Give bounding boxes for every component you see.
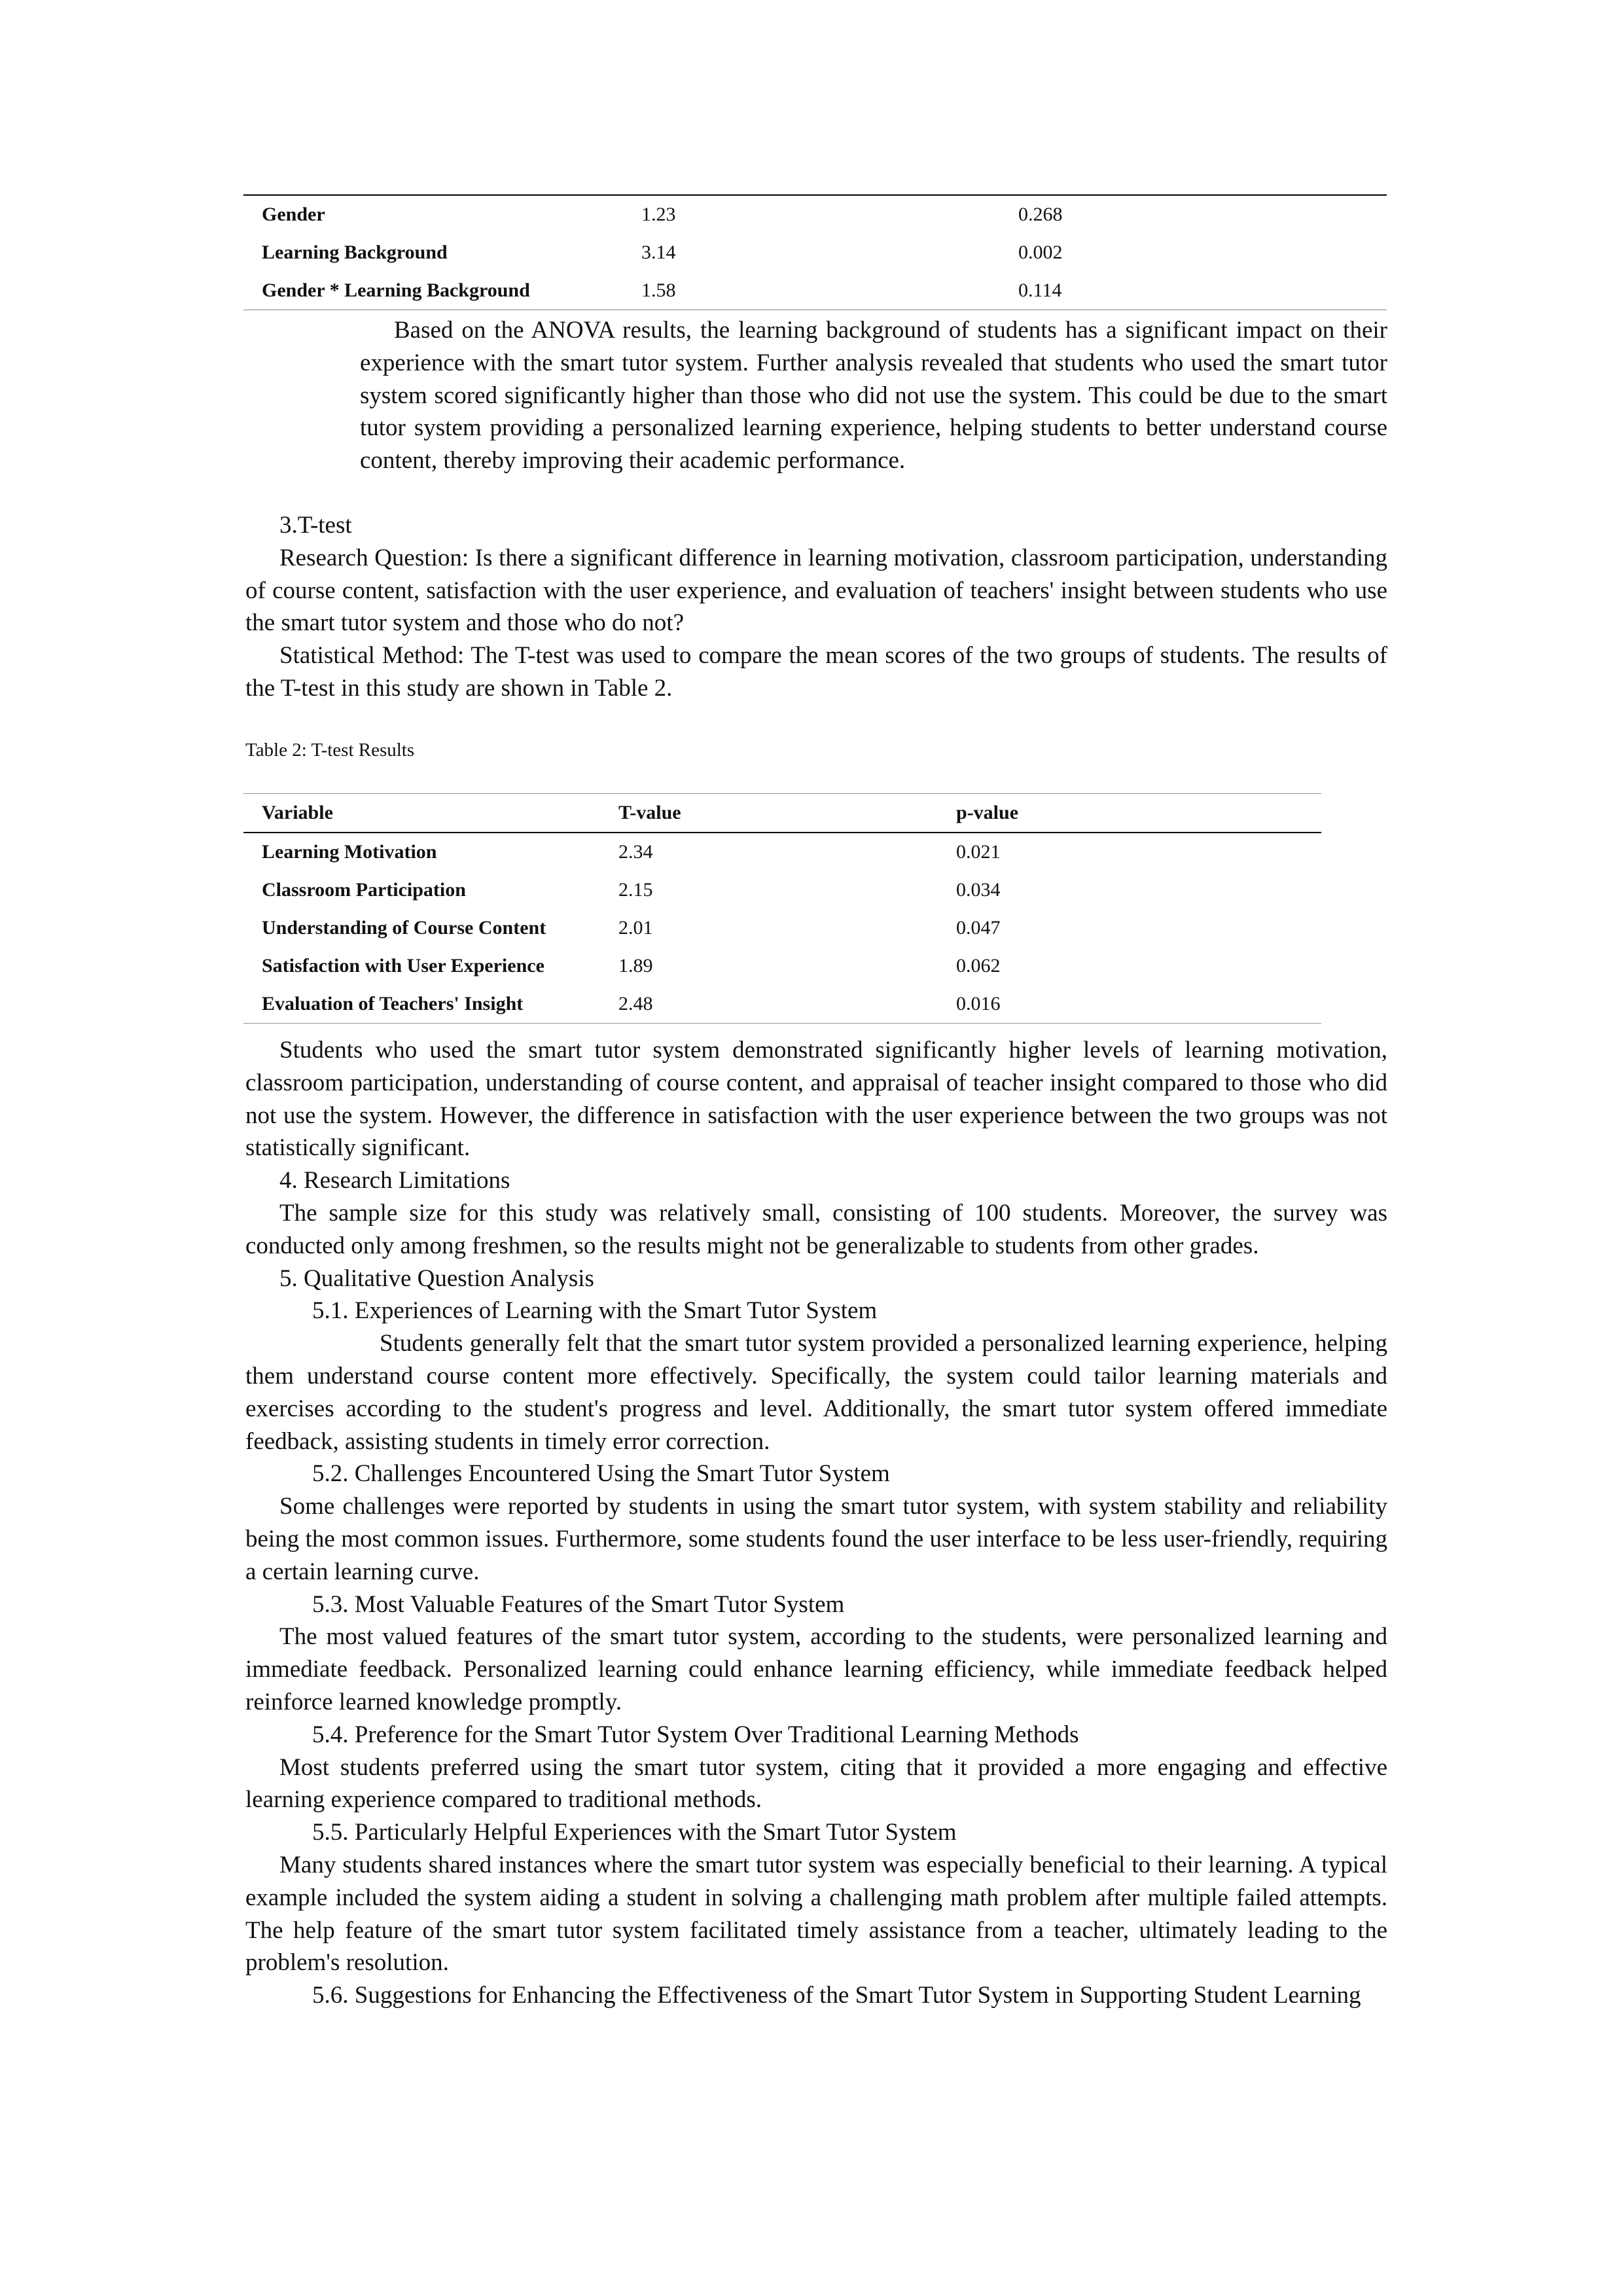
section-heading: 5. Qualitative Question Analysis <box>279 1265 594 1292</box>
table-cell: Gender <box>262 204 325 225</box>
table-cell: 0.114 <box>1018 279 1062 301</box>
table-cell: Learning Background <box>262 242 448 263</box>
ttest-paragraph: Students who used the smart tutor system demonstrated significantly higher levels of learning motivation, classroom participation, understanding of course content, and appraisal of teacher insight compared to those who did not use the system. However, the difference in satisfaction with the user experience between the two groups was not statistically significant. <box>245 1037 1387 1162</box>
research-question: Research Question: Is there a significant difference in learning motivation, classroom participation, understanding of course content, satisfaction with the user experience, and evaluation of teachers' insight between students who use the smart tutor system and those who do not? <box>245 544 1387 637</box>
table-cell: Satisfaction with User Experience <box>262 955 544 977</box>
column-header: Variable <box>262 802 333 823</box>
table-cell: 0.021 <box>956 841 1001 863</box>
table-cell: Gender * Learning Background <box>262 279 530 301</box>
table-cell: Classroom Participation <box>262 879 466 901</box>
table-cell: Learning Motivation <box>262 841 437 863</box>
table-cell: 0.268 <box>1018 204 1063 225</box>
subsection-text: Students generally felt that the smart tutor system provided a personalized learning experience, helping them understand course content more effectively. Specifically, the system could tailor learning materials and exercises according to the student's progress and level. Additionally, the smart tutor system offered immediate feedback, assisting students in timely error correction. <box>245 1330 1387 1455</box>
table-header-row <box>243 794 1321 833</box>
column-header: p-value <box>956 802 1019 823</box>
table-caption: Table 2: T-test Results <box>245 740 415 761</box>
anova-table <box>243 194 1387 310</box>
table-cell: 0.034 <box>956 879 1001 901</box>
table-cell: 0.002 <box>1018 242 1063 263</box>
subsection-text: Most students preferred using the smart tutor system, citing that it provided a more engaging and effective learning experience compared to traditional methods. <box>245 1753 1387 1814</box>
subsection-heading: 5.6. Suggestions for Enhancing the Effectiveness of the Smart Tutor System in Supporting Student Learning <box>312 1982 1361 2009</box>
statistical-method: Statistical Method: The T-test was used to compare the mean scores of the two groups of students. The results of the T-test in this study are shown in Table 2. <box>245 642 1387 702</box>
section-3 <box>245 509 1387 705</box>
subsection-heading: 5.3. Most Valuable Features of the Smart Tutor System <box>312 1590 845 1618</box>
subsection-heading: 5.2. Challenges Encountered Using the Smart Tutor System <box>312 1460 890 1488</box>
anova-paragraph-text: Based on the ANOVA results, the learning background of students has a significant impact on their experience with the smart tutor system. Further analysis revealed that students who used the smart tutor system scored significantly higher than those who did not use the system. This could be due to the smart tutor system providing a personalized learning experience, helping students to better understand course content, thereby improving their academic performance. <box>360 317 1387 475</box>
table-row <box>243 871 1321 909</box>
table-cell: Evaluation of Teachers' Insight <box>262 993 524 1014</box>
table-cell: 1.89 <box>618 955 653 977</box>
subsection-text: Many students shared instances where the smart tutor system was especially beneficial to their learning. A typical example included the system aiding a student in solving a challenging math problem after multiple failed attempts. The help feature of the smart tutor system facilitated timely assistance from a teacher, ultimately leading to the problem's resolution. <box>245 1851 1387 1977</box>
table-cell: 1.23 <box>641 204 676 225</box>
table-cell: 1.58 <box>641 279 676 301</box>
subsection-text: The most valued features of the smart tutor system, according to the students, were personalized learning and immediate feedback. Personalized learning could enhance learning efficiency, while immediate feedback helped reinforce learned knowledge promptly. <box>245 1623 1387 1715</box>
table-row <box>243 947 1321 985</box>
section-4-text: The sample size for this study was relatively small, consisting of 100 students. Moreover, the survey was conducted only among freshmen, so the results might not be generalizable to students from other grades. <box>245 1199 1387 1259</box>
subsection-heading: 5.4. Preference for the Smart Tutor System Over Traditional Learning Methods <box>312 1721 1079 1748</box>
table-cell: 0.016 <box>956 993 1001 1014</box>
column-header: T-value <box>618 802 681 823</box>
ttest-table <box>243 793 1321 1024</box>
table-cell: 2.48 <box>618 993 653 1014</box>
table-row <box>243 234 1387 272</box>
table-cell: 2.01 <box>618 917 653 939</box>
table-row <box>243 272 1387 310</box>
subsection-text: Some challenges were reported by students in using the smart tutor system, with system stability and reliability being the most common issues. Furthermore, some students found the user interface to be less user-friendly, requiring a certain learning curve. <box>245 1493 1387 1585</box>
table-cell: 3.14 <box>641 242 676 263</box>
table-row <box>243 195 1387 234</box>
table-row <box>243 985 1321 1024</box>
table-cell: 0.062 <box>956 955 1001 977</box>
table-row <box>243 833 1321 871</box>
table-cell: 2.15 <box>618 879 653 901</box>
section-heading: 3.T-test <box>279 512 352 539</box>
table-row <box>243 909 1321 947</box>
section-heading: 4. Research Limitations <box>279 1167 510 1194</box>
body-text <box>245 1034 1387 2012</box>
anova-paragraph <box>360 314 1387 477</box>
table-cell: 2.34 <box>618 841 653 863</box>
subsection-heading: 5.1. Experiences of Learning with the Smart Tutor System <box>312 1297 878 1325</box>
table-cell: 0.047 <box>956 917 1001 939</box>
table-cell: Understanding of Course Content <box>262 917 546 939</box>
subsection-heading: 5.5. Particularly Helpful Experiences with the Smart Tutor System <box>312 1819 957 1846</box>
